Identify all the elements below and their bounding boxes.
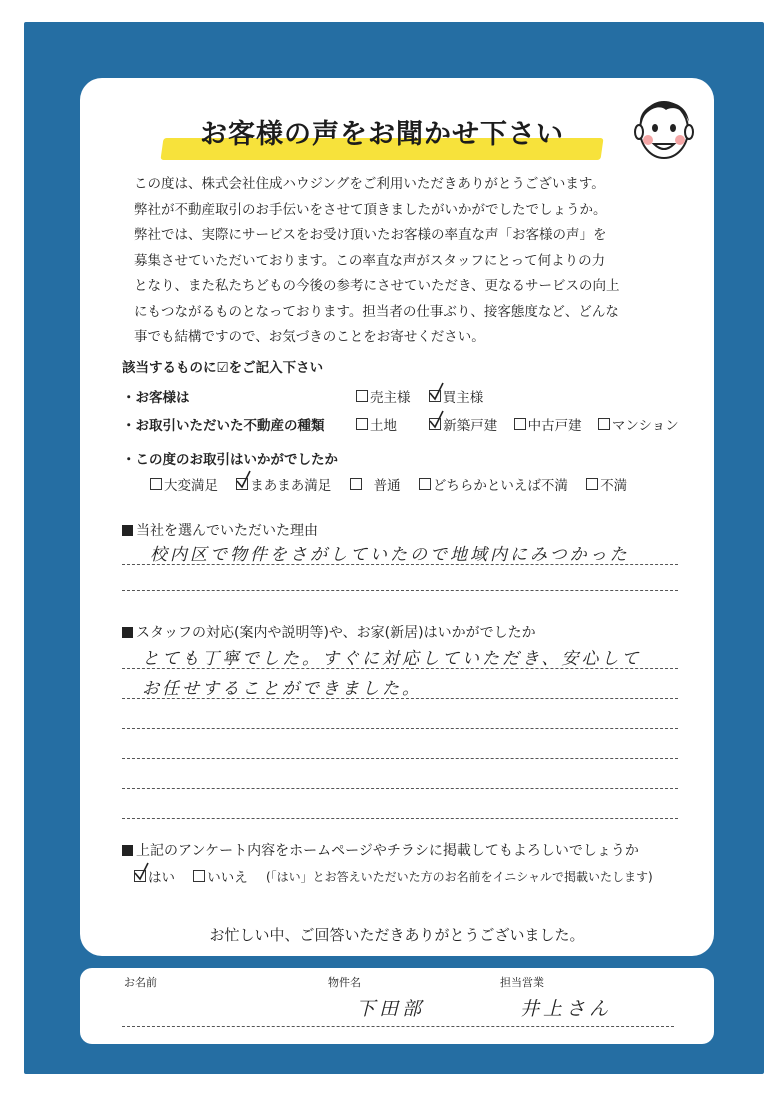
reason-section-title [122, 520, 318, 540]
checkbox[interactable] [586, 478, 598, 490]
checkbox[interactable] [150, 478, 162, 490]
option-used-house[interactable] [514, 414, 582, 434]
survey-card [80, 78, 714, 956]
option-label: 普通 [373, 478, 401, 494]
page-title: お客様の声をお聞かせ下さい [200, 119, 564, 150]
option-label: 大変満足 [164, 478, 218, 494]
instruction-label: 該当するものに☑をご記入下さい [122, 360, 324, 376]
answer-line [122, 698, 678, 699]
intro-line: にもつながるものとなっております。担当者の仕事ぶり、接客態度など、どんな [134, 303, 619, 320]
checkbox-checked[interactable] [429, 390, 441, 402]
checkbox-checked[interactable] [236, 478, 248, 490]
checkbox[interactable] [350, 478, 362, 490]
option-buyer[interactable] [429, 386, 484, 406]
checkmark-icon [428, 382, 446, 402]
staff-answer-line-1[interactable]: とても丁寧でした。すぐに対応していただき、安心して [142, 649, 642, 669]
answer-line [122, 818, 678, 819]
option-label: どちらかといえば不満 [432, 478, 568, 494]
publish-note: (「はい」とお答えいただいた方のお名前をイニシャルで掲載いたします) [266, 870, 653, 884]
answer-line [122, 728, 678, 729]
section-title-text: スタッフの対応(案内や説明等)や、お家(新居)はいかがでしたか [136, 625, 536, 641]
property-type-label: ・お取引いただいた不動産の種類 [122, 418, 325, 434]
option-dissatisfied[interactable] [586, 474, 627, 494]
option-label: まあまあ満足 [250, 478, 332, 494]
checkbox[interactable] [514, 418, 526, 430]
section-title-text: 上記のアンケート内容をホームページやチラシに掲載してもよろしいでしょうか [136, 843, 639, 859]
option-new-house[interactable] [429, 414, 497, 434]
staff-section-title [122, 622, 536, 642]
square-bullet-icon [122, 627, 133, 638]
name-label: お名前 [124, 976, 157, 989]
intro-line: 事でも結構ですので、お気づきのことをお寄せください。 [134, 329, 485, 345]
staff-label: 担当営業 [500, 976, 544, 989]
checkbox[interactable] [356, 418, 368, 430]
option-mansion[interactable] [598, 414, 679, 434]
checkbox[interactable] [419, 478, 431, 490]
title-block [162, 112, 602, 162]
option-very-satisfied[interactable] [150, 474, 218, 494]
square-bullet-icon [122, 525, 133, 536]
customer-type-label: ・お客様は [122, 390, 190, 406]
answer-line [122, 668, 678, 669]
checkmark-icon [133, 862, 151, 882]
satisfaction-label: ・この度のお取引はいかがでしたか [122, 452, 338, 468]
intro-line: 弊社では、実際にサービスをお受け頂いたお客様の率直な声「お客様の声」を [134, 227, 607, 243]
checkbox[interactable] [356, 390, 368, 402]
answer-line [122, 788, 678, 789]
intro-line: この度は、株式会社住成ハウジングをご利用いただきありがとうございます。 [134, 176, 605, 192]
square-bullet-icon [122, 845, 133, 856]
answer-line [122, 590, 678, 591]
reason-answer[interactable]: 校内区で物件をさがしていたので地域内にみつかった [150, 545, 630, 565]
answer-line [122, 564, 678, 565]
option-yes[interactable] [134, 866, 175, 886]
staff-answer-line-2[interactable]: お任せすることができました。 [142, 679, 422, 699]
checkmark-icon [235, 470, 253, 490]
option-label: 土地 [370, 418, 397, 434]
option-label: 売主様 [370, 390, 411, 406]
signature-line [122, 1026, 674, 1027]
checkbox-checked[interactable] [134, 870, 146, 882]
option-label: はい [148, 870, 175, 886]
option-somewhat-dissatisfied[interactable] [419, 474, 568, 494]
answer-line [122, 758, 678, 759]
checkbox[interactable] [598, 418, 610, 430]
option-label: いいえ [207, 870, 248, 886]
publish-section-title [122, 840, 639, 860]
mascot-face-icon [626, 88, 702, 164]
option-seller[interactable] [356, 386, 411, 406]
checkbox-checked[interactable] [429, 418, 441, 430]
property-value[interactable]: 下田部 [356, 998, 426, 1020]
section-title-text: 当社を選んでいただいた理由 [136, 523, 318, 539]
staff-value[interactable]: 井上さん [520, 998, 613, 1020]
property-label: 物件名 [328, 976, 361, 989]
thanks-message: お忙しい中、ご回答いただきありがとうございました。 [209, 926, 585, 944]
option-land[interactable] [356, 414, 397, 434]
option-label: 不満 [600, 478, 628, 494]
signature-card [80, 968, 714, 1044]
option-fairly-satisfied[interactable] [236, 474, 331, 494]
intro-line: 弊社が不動産取引のお手伝いをさせて頂きましたがいかがでしたでしょうか。 [134, 201, 607, 218]
option-no[interactable] [193, 866, 248, 886]
option-label: 買主様 [442, 390, 484, 406]
intro-line: 募集させていただいております。この率直な声がスタッフにとって何よりの力 [134, 252, 606, 269]
intro-text [134, 172, 704, 351]
checkmark-icon [428, 410, 446, 430]
option-label: 新築戸建 [443, 418, 498, 434]
option-label: マンション [611, 418, 679, 434]
option-label: 中古戸建 [527, 418, 582, 434]
option-normal[interactable] [350, 474, 401, 494]
intro-line: となり、また私たちどもの今後の参考にさせていただき、更なるサービスの向上 [134, 278, 620, 294]
checkbox[interactable] [193, 870, 205, 882]
